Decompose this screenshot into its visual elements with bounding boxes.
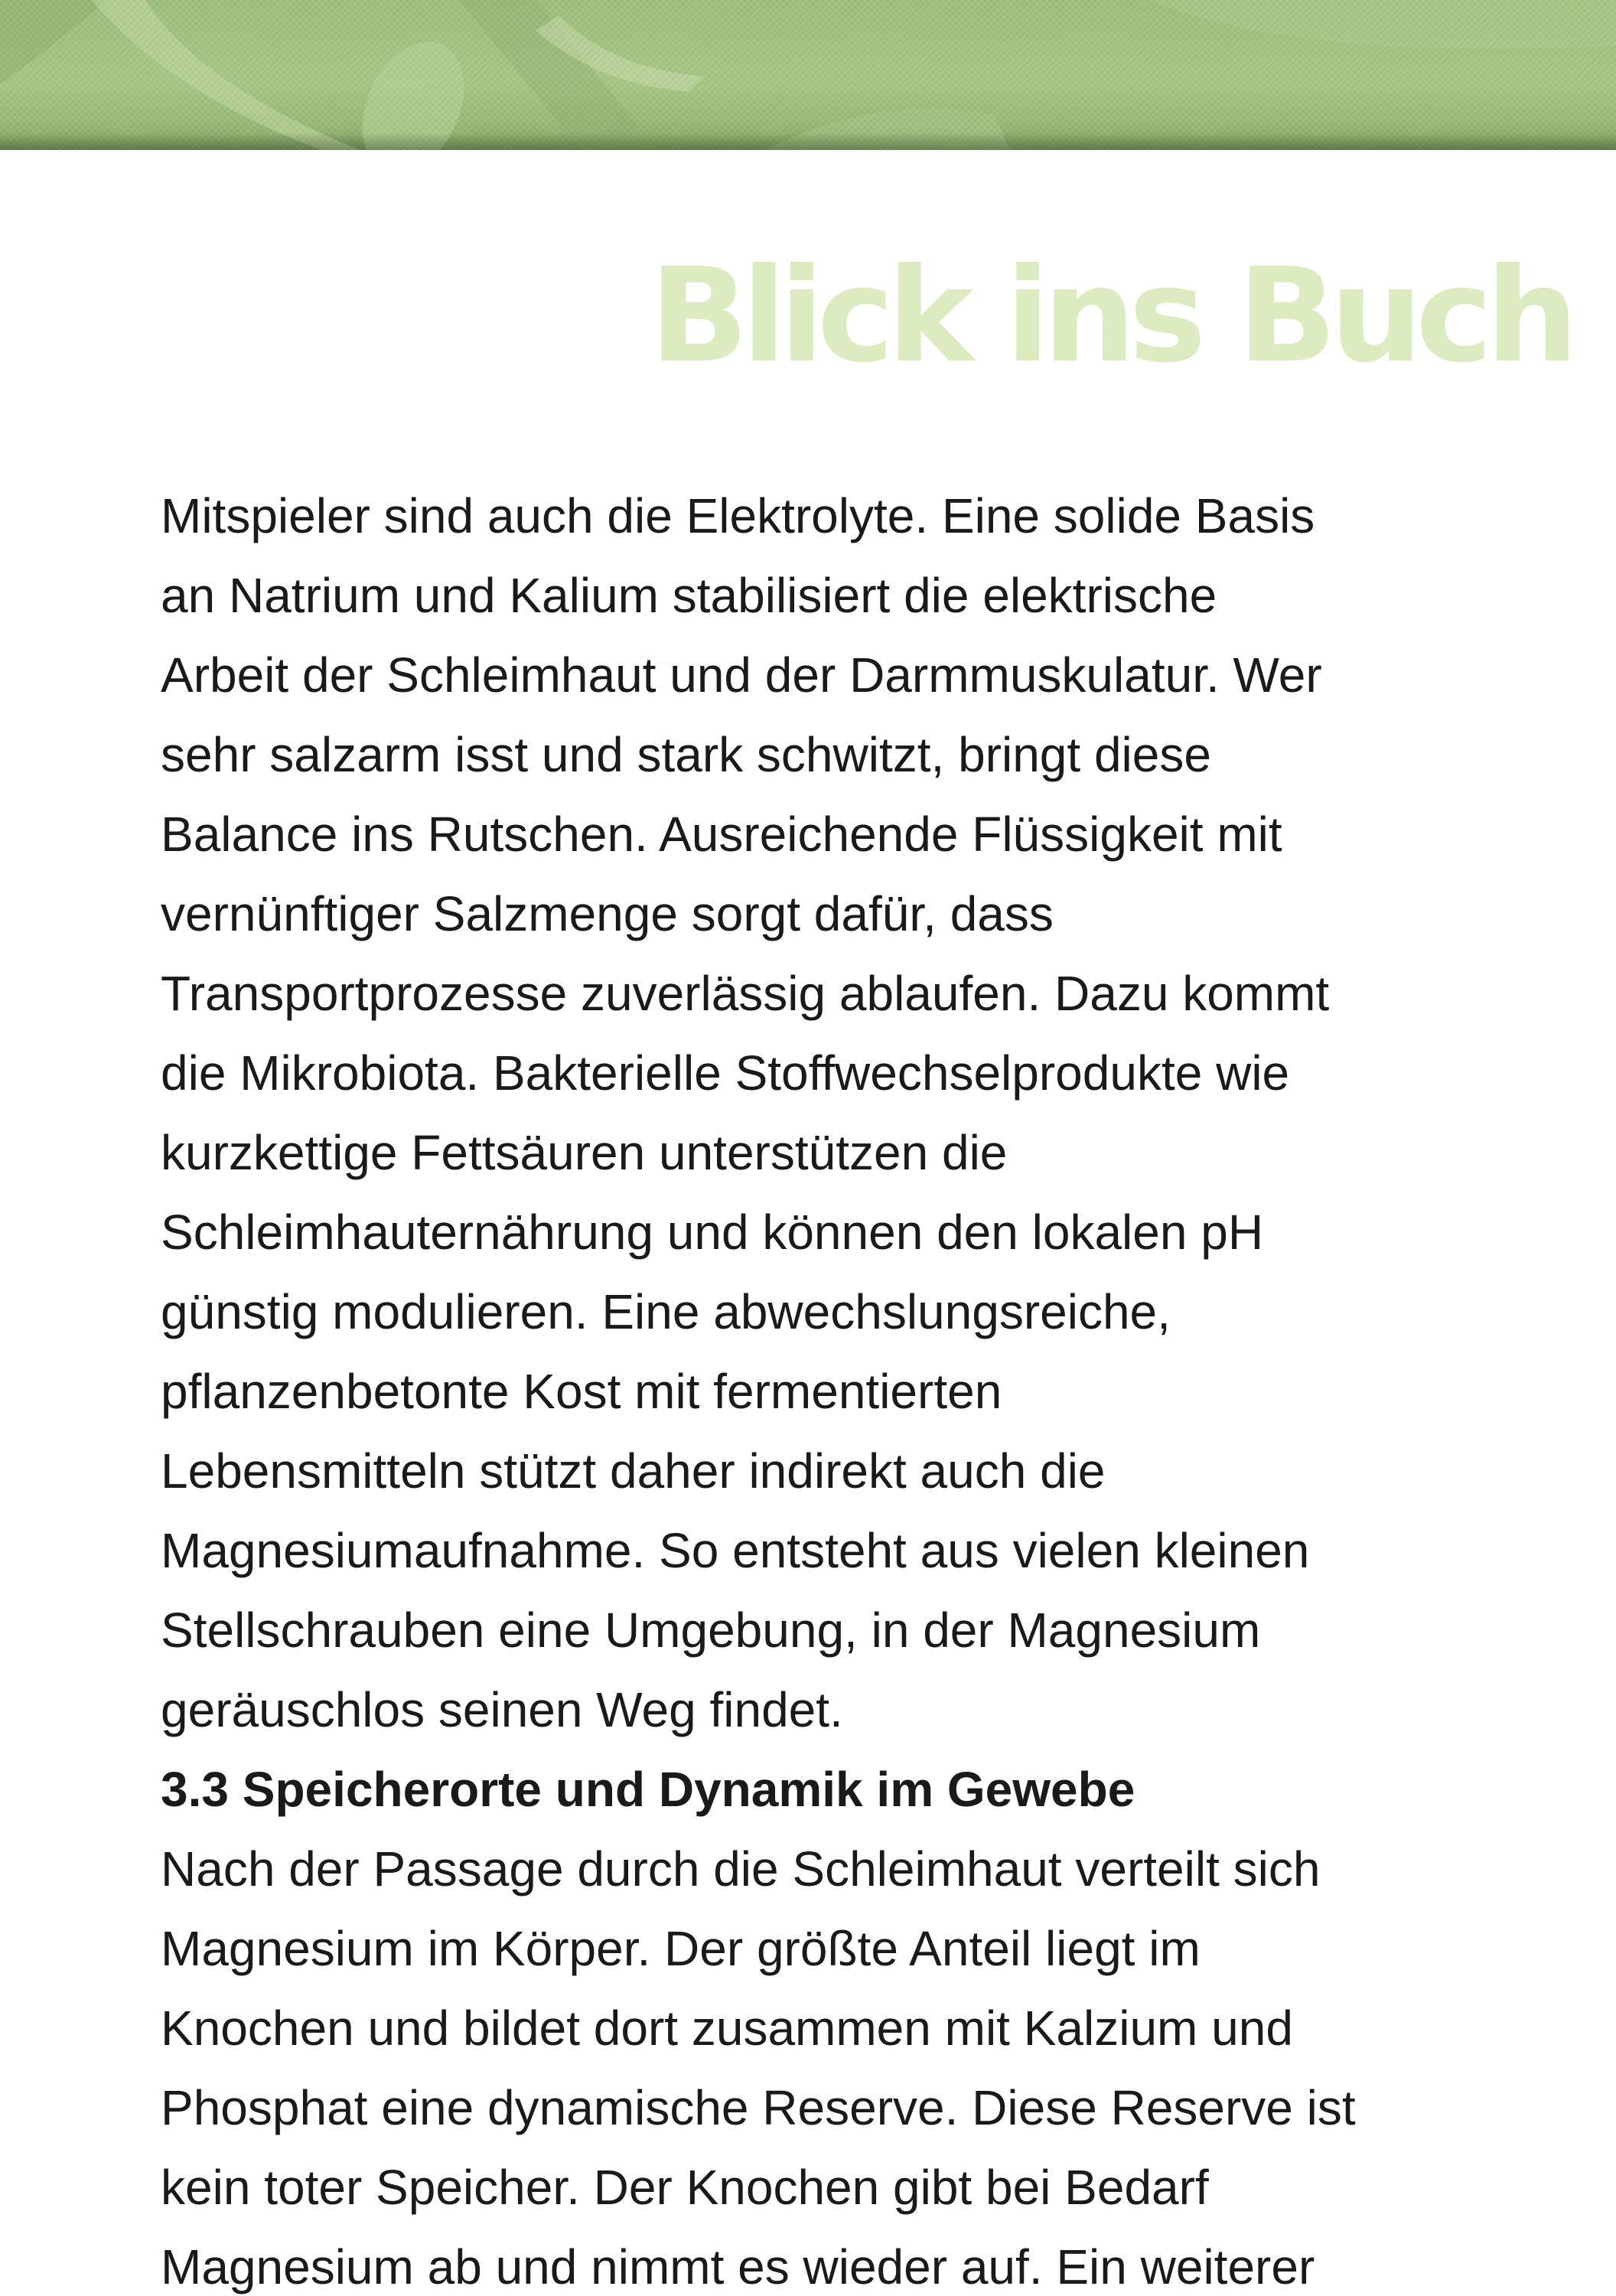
paragraph-1 bbox=[161, 476, 1523, 1750]
text-line: Knochen und bildet dort zusammen mit Kalzium und bbox=[161, 2001, 1293, 2056]
text-line: Schleimhauternährung und können den lokalen pH bbox=[161, 1205, 1264, 1260]
section-heading: 3.3 Speicherorte und Dynamik im Gewebe bbox=[161, 1762, 1135, 1817]
text-line: sehr salzarm isst und stark schwitzt, bringt diese bbox=[161, 727, 1211, 782]
text-line: Transportprozesse zuverlässig ablaufen. Dazu kommt bbox=[161, 966, 1330, 1021]
text-line: Magnesium ab und nimmt es wieder auf. Ein weiterer bbox=[161, 2239, 1315, 2294]
text-line: kein toter Speicher. Der Knochen gibt bei Bedarf bbox=[161, 2160, 1209, 2215]
text-line: die Mikrobiota. Bakterielle Stoffwechselprodukte wie bbox=[161, 1045, 1290, 1101]
text-line: kurzkettige Fettsäuren unterstützen die bbox=[161, 1125, 1008, 1180]
text-line: Nach der Passage durch die Schleimhaut verteilt sich bbox=[161, 1841, 1321, 1896]
text-line: pflanzenbetonte Kost mit fermentierten bbox=[161, 1364, 1002, 1419]
text-line: Magnesiumaufnahme. So entsteht aus vielen kleinen bbox=[161, 1523, 1310, 1578]
header-banner bbox=[0, 0, 1616, 150]
text-line: Magnesium im Körper. Der größte Anteil liegt im bbox=[161, 1921, 1201, 1976]
banner-texture bbox=[0, 0, 1616, 150]
page-title: Blick ins Buch bbox=[649, 240, 1572, 392]
text-line: Arbeit der Schleimhaut und der Darmmuskulatur. Wer bbox=[161, 647, 1322, 703]
paragraph-2 bbox=[161, 1829, 1523, 2296]
text-line: geräuschlos seinen Weg findet. bbox=[161, 1682, 843, 1737]
text-line: vernünftiger Salzmenge sorgt dafür, dass bbox=[161, 886, 1054, 941]
text-line: Balance ins Rutschen. Ausreichende Flüssigkeit mit bbox=[161, 807, 1282, 862]
text-line: Lebensmitteln stützt daher indirekt auch die bbox=[161, 1443, 1106, 1499]
text-line: an Natrium und Kalium stabilisiert die elektrische bbox=[161, 568, 1217, 623]
banner-shadow bbox=[0, 133, 1616, 150]
text-line: Phosphat eine dynamische Reserve. Diese Reserve ist bbox=[161, 2080, 1356, 2135]
text-line: Mitspieler sind auch die Elektrolyte. Eine solide Basis bbox=[161, 488, 1315, 543]
article-text bbox=[161, 476, 1523, 2296]
text-line: Stellschrauben eine Umgebung, in der Magnesium bbox=[161, 1603, 1261, 1658]
text-line: günstig modulieren. Eine abwechslungsreiche, bbox=[161, 1284, 1171, 1339]
